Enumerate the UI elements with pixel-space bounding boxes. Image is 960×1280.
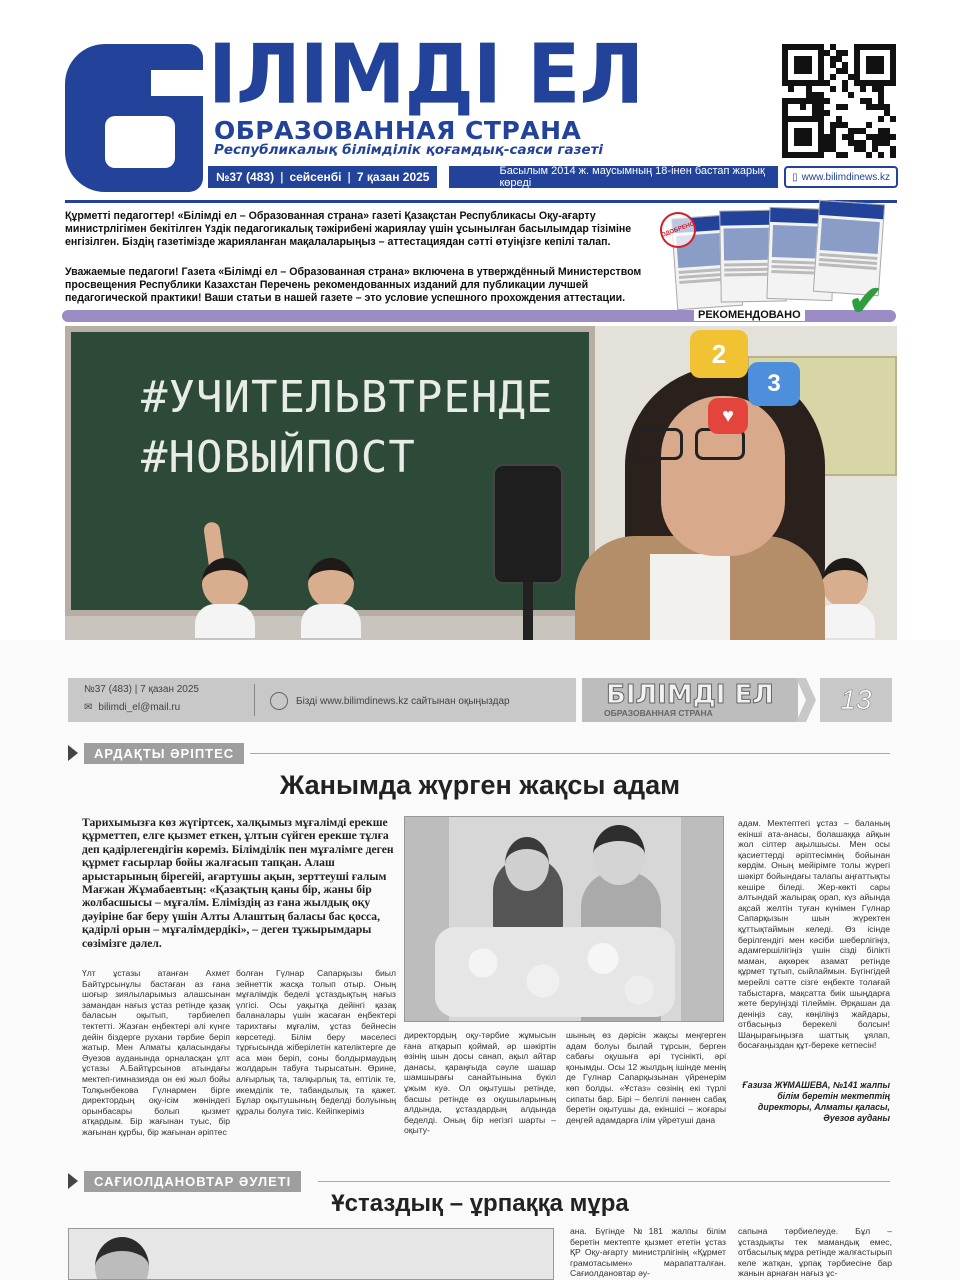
website-link[interactable]: ▯ www.bilimdinews.kz xyxy=(784,166,898,188)
issue-number: №37 (483) xyxy=(216,170,275,184)
header-email[interactable]: ✉ bilimdi_el@mail.ru xyxy=(84,702,181,713)
smartphone-on-tripod xyxy=(493,464,563,584)
masthead-subtitle: Республикалық білімділік қоғамдық-саяси газеті xyxy=(214,142,604,158)
follower-notification-icon: 2 xyxy=(690,330,748,378)
divider xyxy=(65,200,897,203)
notice-kazakh: Құрметті педагогтер! «Білімді ел – Образованная страна» газеті Қазақстан Республикасы Оқу-ағарту министрлігімен бекітілген Үздік педагогикалық тәжірибені жариялау үшін ұсынылған басылымдар тізіміне енгізілген. Біздің газетімізде жарияланған мақалаларыңыз – аттестациядан сәтті өтуіңізге кепілі талап. xyxy=(65,210,632,248)
recommended-label: РЕКОМЕНДОВАНО xyxy=(694,309,805,321)
mail-icon: ✉ xyxy=(84,702,93,713)
second-headline: Ұстаздық – ұрпаққа мұра xyxy=(331,1190,629,1217)
qr-code[interactable] xyxy=(782,44,896,158)
chevron-right-icon xyxy=(796,678,816,722)
article-photo-man xyxy=(68,1228,554,1280)
second-article-column-1: ана. Бүгінде №181 жалпы білім беретін мектепте қызмет ететін ұстаз ҚР Оқу-ағарту министрлігінің «Құрмет грамотасымен» марапатталған. Сағиолдановтар әу- xyxy=(570,1226,726,1279)
comment-notification-icon: 3 xyxy=(748,362,800,406)
globe-icon xyxy=(270,692,288,710)
masthead-russian-title: ОБРАЗОВАННАЯ СТРАНА xyxy=(214,116,582,145)
second-article-column-2: сапына тәрбиелеуде. Бұл – ұстаздықты тек мамандық емес, отбасылық мұра ретінде жалғастырып келе жатқан, ұрпақ тәрбиесіне бар жанын арнаған нағыз ұс- xyxy=(738,1226,892,1279)
rubric-colleague: АРДАҚТЫ ӘРІПТЕС xyxy=(68,742,244,764)
published-since: Басылым 2014 ж. маусымның 18-інен бастап жарық көреді xyxy=(449,166,778,188)
page-number: 13 xyxy=(820,678,892,722)
article-column-1: Үлт ұстазы атанған Ахмет Байтұрсынұлы бастаған аз ғана шоғыр зиялыларымыз алашсынан замандан нағыз ұстаз ретінде қазақ баласын оқытып, тәрбиелеп тектетті. Жазған еңбектері әлі күнге дейін біздерге рухани тәрбие беріп жатыр. Мен Алматы қаласындағы Әуезов ауданында орналасқан ұлт ұстазы А.Байтұрсынов атындағы мектеп-гимназияда он екі жыл бойы Толқынбекова Гүлнармен бірге директордың оқу-ісім жөніндегі орынбасары болып қызмет атқардым. Бір жағынан туыс, бір жағынан құрбы, бір жағынан әріптес xyxy=(82,968,230,1137)
issue-badge: №37 (483) | сейсенбі | 7 қазан 2025 xyxy=(208,166,437,188)
article-lead: Тарихымызға көз жүгіртсек, халқымыз мұғалімді ерекше құрметтеп, елге қызмет еткен, ұлтын сүйген ерекше тұлға деп қадірлегендігін көреміз. Білімділік пен мұғалімге деген құрмет ғасырлар бойы жалғасып тапқан. Алаш арыстарының бірегейі, ағартушы ақын, зерттеуші ғалым Мағжан Жұмабаевтың: «Қазақтың қаны бір, жаны бір жолбасшысы – мұғалім. Еліміздің аз ғана жылдық оқу дәуіріне бағ беру үшін Алты Алаштың баласы бас қосса, қадірлі орын – мұғалімдердікі», – деген тұжырымдары сөзімізге дәлел. xyxy=(82,816,394,950)
masthead-title: ІЛІМДІ ЕЛ xyxy=(208,27,644,123)
article-column-3: директордың оқу-тәрбие жұмысын ғана атқарып қоймай, әр шәкіртін өзінің шын досы санап, ақыл айтар данасы, қараңғыда сәуле шашар шамшырағы санайтынына бүкіл ұжым куә. Ол оқытушы ретінде, басшы ретінде өз оқушыларының алдында, ұстаздардың алдында беделді. Оның бір негізгі шарты – оқыту- xyxy=(404,1030,556,1136)
header-issue: №37 (483) | 7 қазан 2025 xyxy=(84,684,199,695)
phone-icon: ▯ xyxy=(792,171,798,183)
notice-russian: Уважаемые педагоги! Газета «Білімді ел – Образованная страна» включена в утверждённый Министерством просвещения Республики Казахстан Перечень рекомендованных изданий для публикации лучшей педагогической практики! Ваши статьи в нашей газете – это условие успешного прохождения аттестации. xyxy=(65,266,642,304)
checkmark-icon: ✔ xyxy=(848,277,884,324)
article-signature: Ғазиза ЖҰМАШЕВА, №141 жалпы білім беретін мектептің директоры, Алматы қаласы, Әуезов ауданы xyxy=(742,1080,890,1123)
approved-stamp: ОДОБРЕНО xyxy=(655,207,701,253)
article-column-2: болған Гүлнар Сапарқызы биыл зейнеттік жасқа толып отыр. Оның мұғалімдік беделі ұстаздықтың нағыз үлгісі. Осы уақытқа дейінгі қазақ баланалары үшін жасаған еңбектері тарихтағы мұғалім, ұстаз бейнесін көрсетеді. Білім беру мәселесі тұрғысында жіберілетін кателіктерге де аса мән беріп, соны болдырмаудың жолдарын табуға тырысатын. Өрине, алғырлық та, талқырлық та, ептілік те, икемділік те, табандылық та қажет. Бұлар оқытушының беделді болуының құралы болуға тиіс. Кейіпкеріміз xyxy=(236,968,396,1116)
header-logo: БІЛІМДІ ЕЛ ОБРАЗОВАННАЯ СТРАНА xyxy=(582,678,798,722)
issue-date: 7 қазан 2025 xyxy=(356,170,430,184)
masthead-logo-letter xyxy=(65,44,203,192)
board-hashtag-2: #НОВЫЙПОСТ xyxy=(141,432,416,483)
issue-info-bar xyxy=(208,166,898,188)
inner-page-13 xyxy=(0,640,960,1280)
header-website-note[interactable]: Бізді www.bilimdinews.kz сайтынан оқыңыздар xyxy=(270,692,510,710)
article-column-4: шының өз дәрісін жақсы меңгерген адам болуы былай тұрсын, берген сабағы оқушыға әрі түсінікті, әрі қонымды. Осы 12 жылдың ішінде менің де Гүлнар Сапарқызынан үйренерім көп болды. «Ұстаз» сөзінің екі түрлі сипаты бар. Бірі – белгілі пәннен сабақ беретін оқытушы да, екіншісі – жоғары деңгей адамдарға ілім үйретуші дана xyxy=(566,1030,726,1125)
like-notification-icon: ♥ xyxy=(708,398,748,434)
article-headline: Жанымда жүрген жақсы адам xyxy=(279,770,681,800)
issue-weekday: сейсенбі xyxy=(289,170,342,184)
board-hashtag-1: #УЧИТЕЛЬВТРЕНДЕ xyxy=(141,372,554,423)
article-photo-two-women xyxy=(404,816,724,1022)
article-column-5: адам. Мектептегі ұстаз – баланың екінші ата-анасы, болашаққа айқын жол сілтер ақылшысы. Мен осы қасиеттерді әріптесімнің бойынан көрдім. Оның мейірімге толы жүрегі шәкірт бойындағы талапы аңғаттықты кешіре біледі. Жер-көкті сары алтындай жалырақ орап, күз айында ақсай желтін туған күнімен Гүлнар Сапарқызын шын жүректен құттықтаймын келеді. Өз ісінде берілгендігі мен кәсіби шеберлігіңіз, адамгершілігіңіз үшін сізді білікті маман, ақкөрек азамат ретінде құрмет тұтып, сыйлаймын. Бүгінгідей мерейлі сәтте сізге еңбекте толағай табыстарға, мақсатта биік шыңдарға жете беруіңізді тілеймін. Әрқашан да деніңіз сау, көңіліңіз жайдары, отбасыңыз берекелі болсын! Шаңырағыңызға шаттық ұялап, босағаңыздан құт-береке кетпесін! xyxy=(738,818,890,1051)
rubric-dynasty: САҒИОЛДАНОВТАР ӘУЛЕТІ xyxy=(68,1170,301,1192)
